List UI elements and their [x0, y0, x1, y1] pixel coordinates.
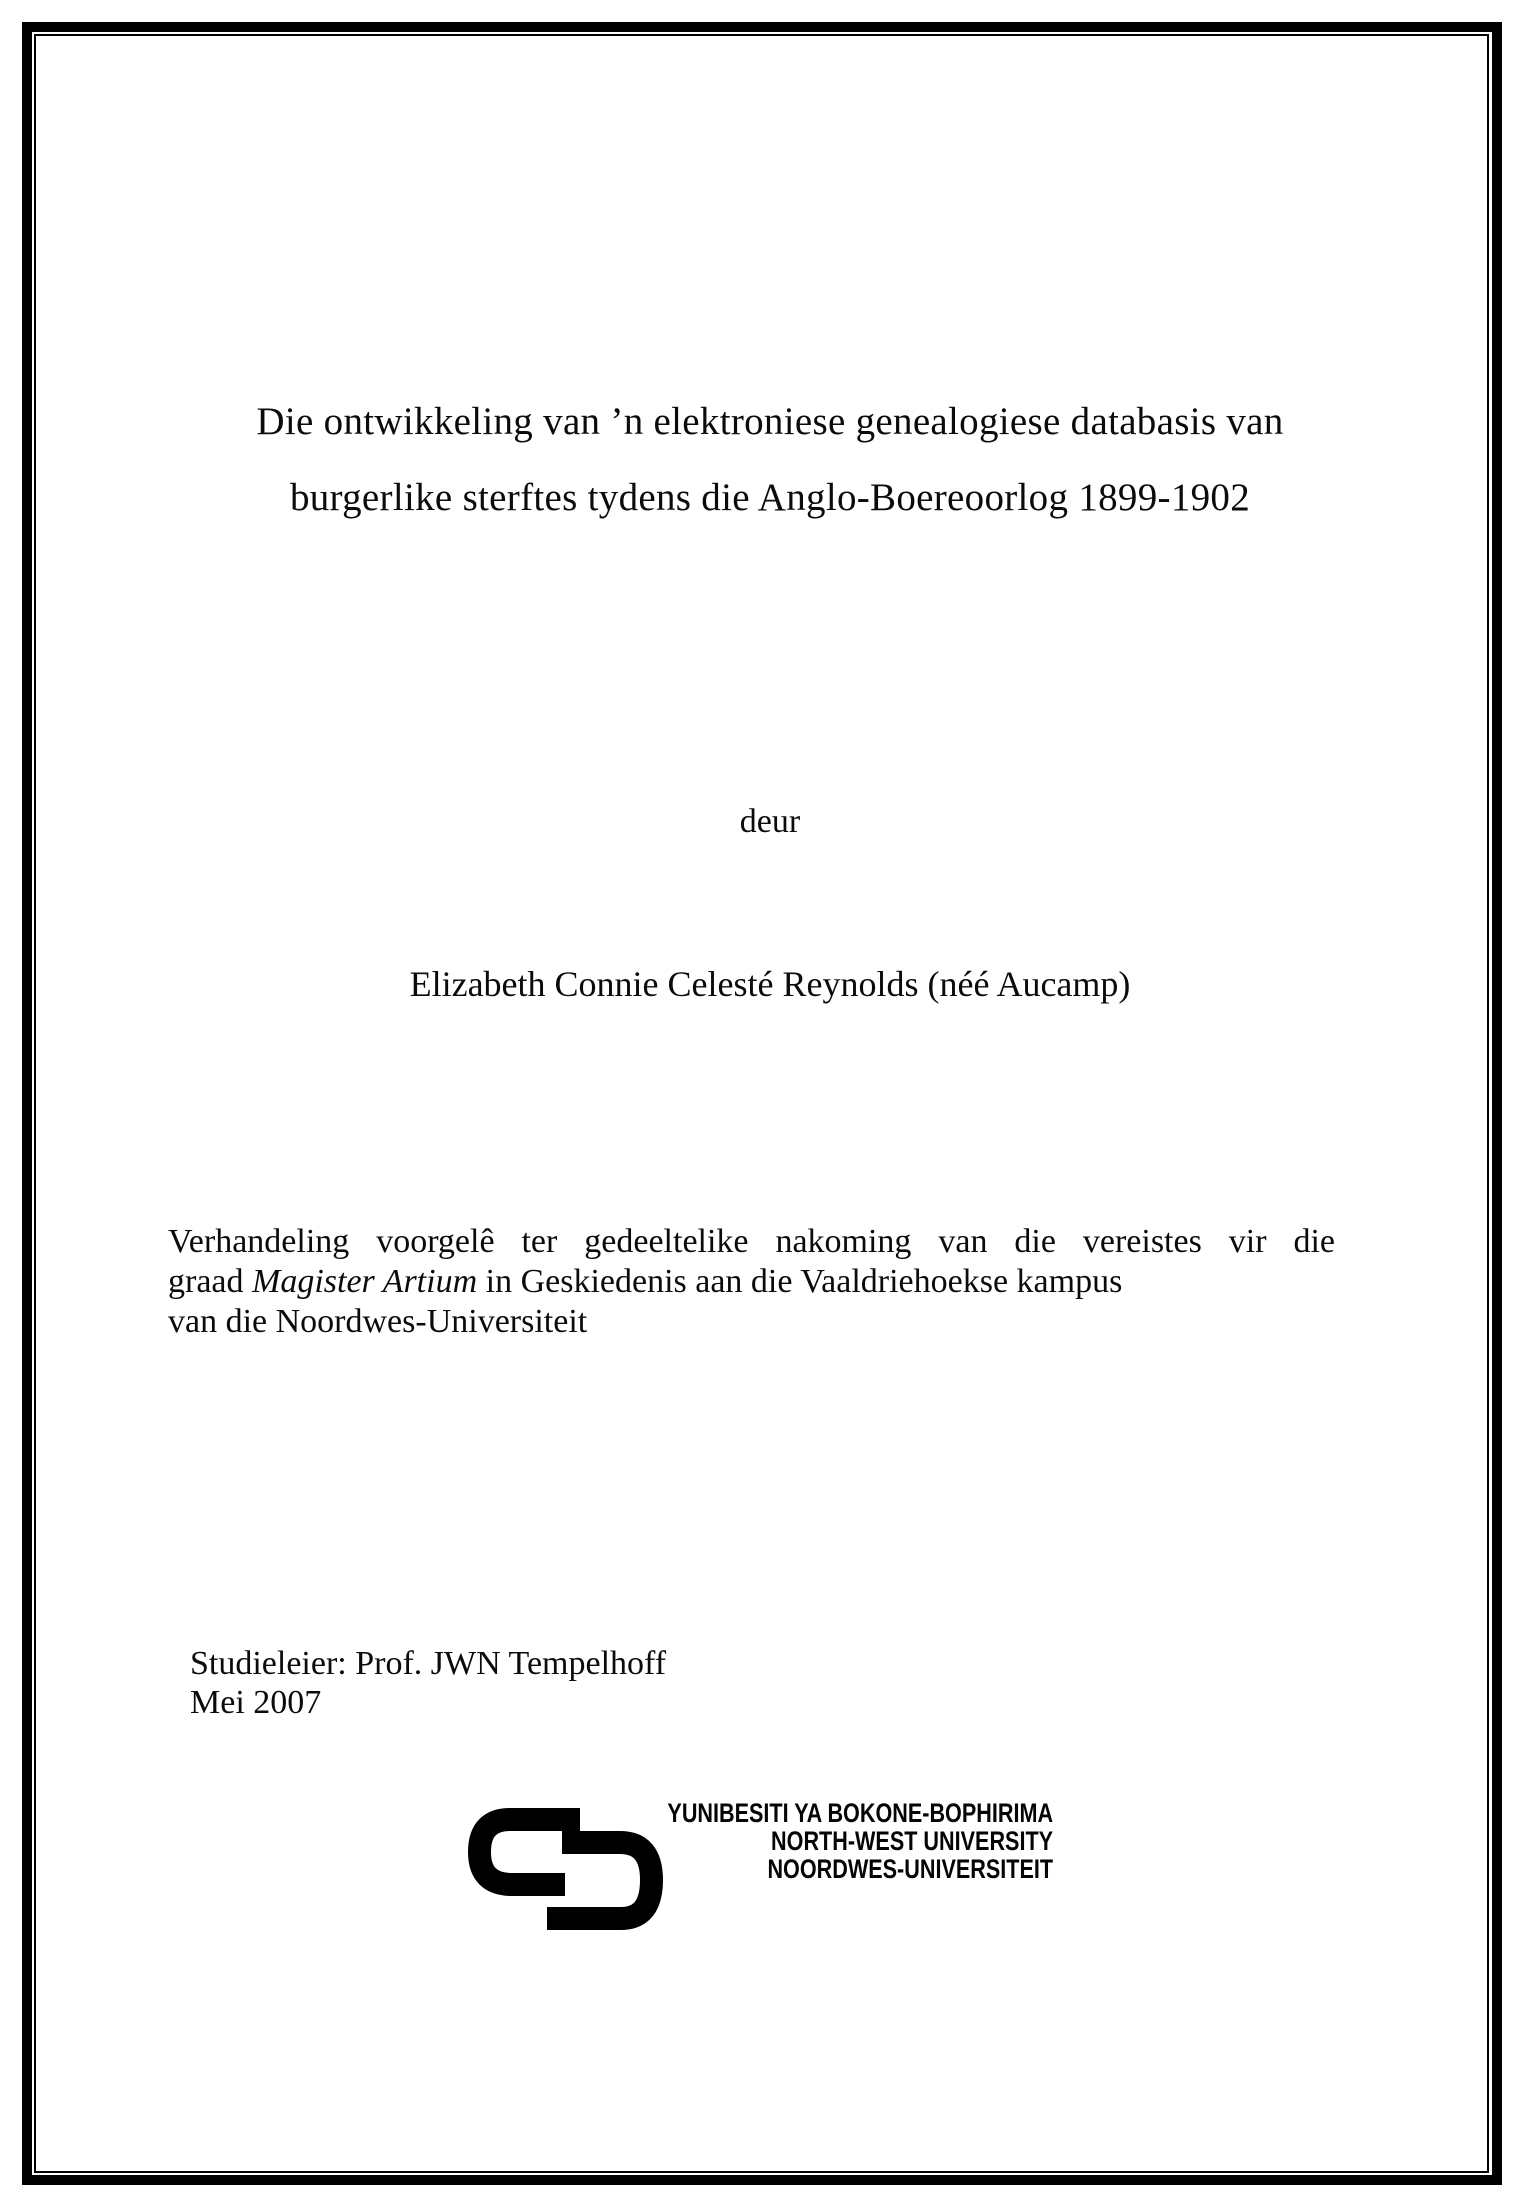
degree-name-italic: Magister Artium: [252, 1263, 478, 1300]
title-line-2: burgerlike sterftes tydens die Anglo-Boereoorlog 1899-1902: [289, 476, 1251, 519]
university-logo: [0, 1799, 1527, 1944]
logo-text-line-1: YUNIBESITI YA BOKONE-BOPHIRIMA: [667, 1798, 1053, 1828]
nwu-logo-mark-icon: [468, 1806, 663, 1932]
logo-text-line-2: NORTH-WEST UNIVERSITY: [770, 1826, 1053, 1856]
logo-text-line-3: NOORDWES-UNIVERSITEIT: [767, 1854, 1053, 1884]
title-line-1: Die ontwikkeling van ’n elektroniese genealogiese databasis van: [256, 400, 1284, 443]
degree-statement-line-2-suffix: in Geskiedenis aan die Vaaldriehoekse kampus: [477, 1263, 1123, 1300]
degree-statement-line-2: [168, 1262, 1335, 1302]
supervisor-line: Studieleier: Prof. JWN Tempelhoff: [190, 1645, 667, 1682]
degree-statement-line-3: van die Noordwes-Universiteit: [168, 1303, 588, 1340]
author-name: Elizabeth Connie Celesté Reynolds (néé Aucamp): [409, 964, 1131, 1004]
byline-label: deur: [739, 803, 801, 840]
university-logo-text: [667, 1799, 1053, 1883]
supervisor-block: [190, 1644, 666, 1722]
degree-statement-line-1: Verhandeling voorgelê ter gedeeltelike nakoming van die vereistes vir die: [168, 1223, 1335, 1260]
date-line: Mei 2007: [190, 1684, 322, 1721]
degree-statement-line-2-prefix: graad: [168, 1263, 253, 1300]
page-title: [170, 384, 1370, 536]
degree-statement: [168, 1222, 1335, 1342]
